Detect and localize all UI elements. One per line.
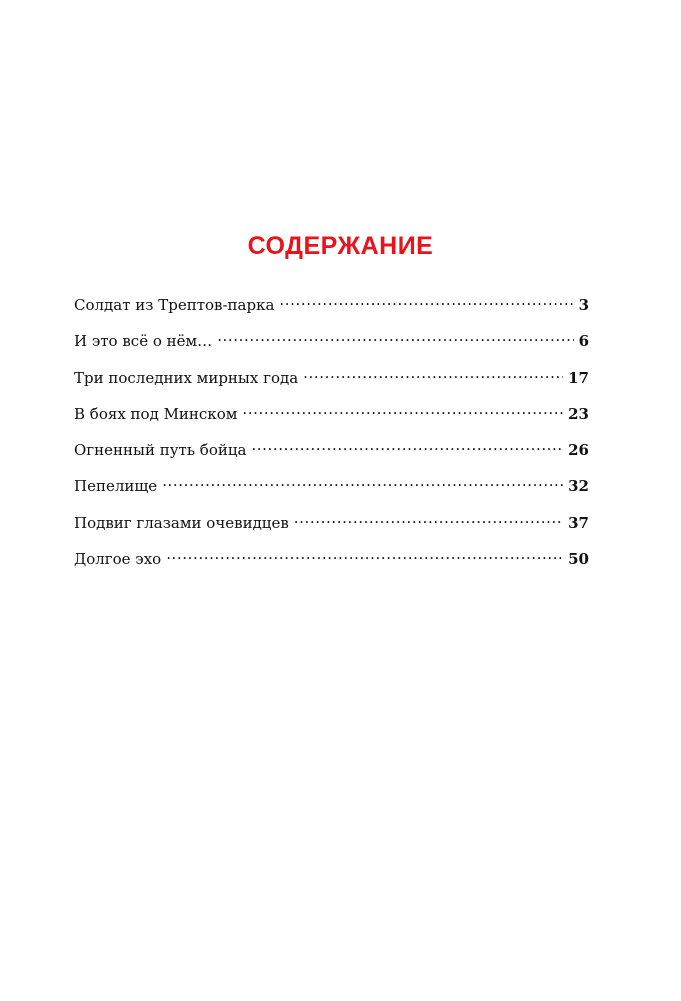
toc-entry-page: 37 xyxy=(568,513,589,532)
toc-entry[interactable] xyxy=(74,326,589,362)
toc-entry-page: 17 xyxy=(568,368,589,387)
toc-entry[interactable] xyxy=(74,508,589,544)
dot-leader xyxy=(294,508,563,528)
dot-leader xyxy=(217,326,573,346)
dot-leader xyxy=(303,363,563,383)
toc-entry-title: Солдат из Трептов-парка xyxy=(74,296,275,314)
toc-entry-page: 3 xyxy=(578,296,589,314)
contents-heading: СОДЕРЖАНИЕ xyxy=(247,232,434,260)
toc-entry[interactable] xyxy=(74,435,589,471)
toc-entry-page: 32 xyxy=(568,477,589,496)
toc-entry[interactable] xyxy=(74,290,589,326)
toc-entry-title: И это всё о нём… xyxy=(74,332,213,351)
toc-entry-title: Пепелище xyxy=(74,477,158,496)
toc-entry-title: Три последних мирных года xyxy=(74,368,299,387)
toc-entry-title: Огненный путь бойца xyxy=(74,441,247,460)
table-of-contents xyxy=(74,290,589,580)
dot-leader xyxy=(279,290,573,310)
toc-entry[interactable] xyxy=(74,399,589,435)
toc-entry[interactable] xyxy=(74,363,589,399)
toc-entry-page: 50 xyxy=(568,550,589,569)
toc-entry-page: 26 xyxy=(568,441,589,460)
dot-leader xyxy=(251,435,563,455)
toc-entry-title: Подвиг глазами очевидцев xyxy=(74,513,289,532)
dot-leader xyxy=(242,399,563,419)
toc-entry-title: Долгое эхо xyxy=(74,550,162,569)
toc-entry[interactable] xyxy=(74,544,589,580)
dot-leader xyxy=(162,471,563,491)
toc-entry[interactable] xyxy=(74,471,589,507)
dot-leader xyxy=(166,544,563,564)
toc-entry-page: 6 xyxy=(578,332,589,351)
toc-entry-title: В боях под Минском xyxy=(74,404,238,423)
toc-entry-page: 23 xyxy=(568,404,589,423)
